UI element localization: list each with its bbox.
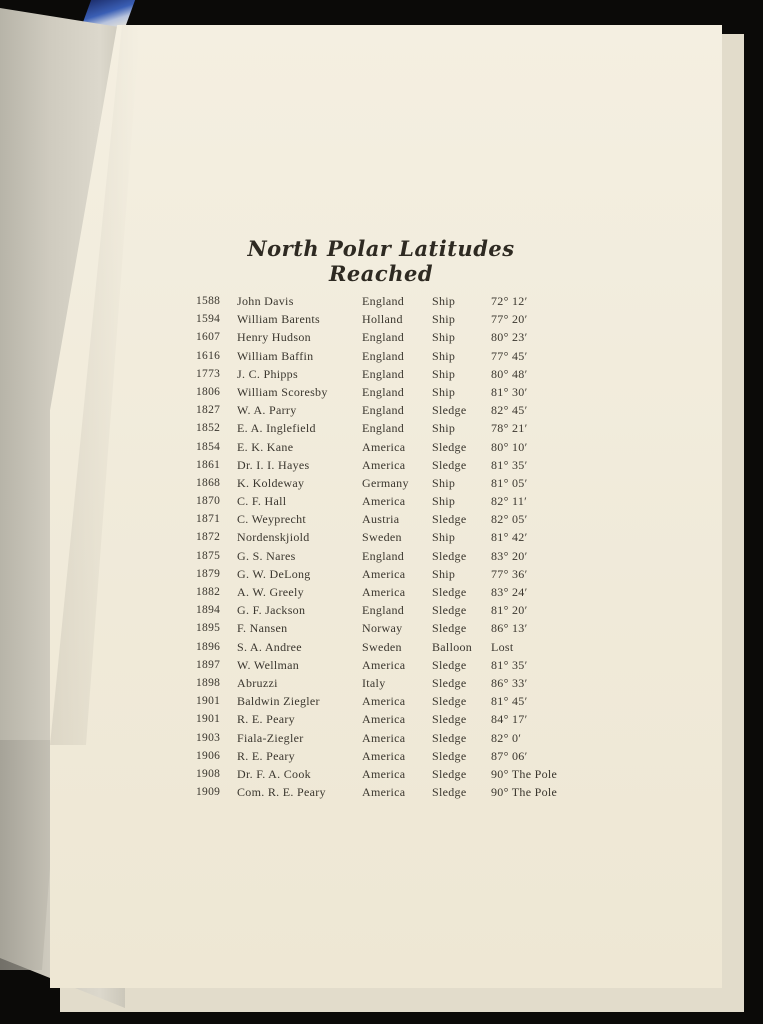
table-row [196,583,586,601]
explorer-cell: C. F. Hall [237,494,287,509]
year-cell: 1616 [196,349,221,362]
page-title: North Polar Latitudes Reached [247,236,515,286]
table-row [196,656,586,674]
latitude-cell: 80° 10′ [491,439,528,454]
explorer-cell: W. Wellman [237,657,300,672]
latitude-cell: 86° 33′ [491,675,528,690]
latitude-cell: 83° 24′ [491,585,528,599]
latitude-cell: 80° 48′ [491,366,528,381]
table-row [196,601,586,619]
year-cell: 1882 [196,586,221,598]
table-row [196,710,586,728]
country-cell: Italy [362,675,386,690]
year-cell: 1896 [196,640,221,653]
explorer-cell: K. Koldeway [237,475,305,490]
latitude-cell: 77° 20′ [491,312,528,327]
means-cell: Sledge [432,621,467,636]
year-cell: 1901 [196,695,221,708]
explorer-cell: William Scoresby [237,384,328,399]
latitude-cell: 77° 45′ [491,348,528,363]
latitude-cell: 82° 05′ [491,512,528,527]
explorer-cell: R. E. Peary [237,712,295,727]
year-cell: 1870 [196,495,221,508]
country-cell: England [362,384,405,399]
explorer-cell: Henry Hudson [237,330,311,345]
means-cell: Balloon [432,639,473,654]
explorer-cell: R. E. Peary [237,748,295,763]
table-row [196,292,586,310]
latitude-cell: 90° The Pole [491,766,558,781]
table-row [196,528,586,546]
means-cell: Sledge [432,730,467,745]
latitude-cell: 81° 30′ [491,384,528,399]
year-cell: 1897 [196,658,221,671]
means-cell: Ship [432,475,456,490]
table-row [196,474,586,492]
year-cell: 1773 [196,367,221,380]
year-cell: 1898 [196,676,221,689]
table-row [196,674,586,692]
table-row [196,310,586,328]
table-row [196,619,586,637]
table-row [196,565,586,583]
table-row [196,547,586,565]
means-cell: Sledge [432,657,467,672]
table-row [196,347,586,365]
country-cell: America [362,694,406,709]
country-cell: America [362,585,406,599]
latitude-cell: 83° 20′ [491,548,528,563]
table-row [196,365,586,383]
latitude-cell: 84° 17′ [491,712,528,727]
country-cell: America [362,766,406,781]
explorer-cell: Fiala-Ziegler [237,730,304,745]
table-row [196,765,586,783]
year-cell: 1868 [196,476,221,489]
means-cell: Sledge [432,675,467,690]
explorer-cell: G. W. DeLong [237,566,311,581]
explorer-cell: E. K. Kane [237,439,294,454]
country-cell: England [362,603,405,618]
country-cell: Holland [362,312,403,327]
country-cell: America [362,566,406,581]
year-cell: 1852 [196,422,221,435]
country-cell: America [362,657,406,672]
means-cell: Ship [432,530,456,545]
explorer-cell: F. Nansen [237,621,288,636]
latitude-cell: 82° 45′ [491,403,528,418]
year-cell: 1594 [196,313,221,326]
year-cell: 1861 [196,458,221,471]
year-cell: 1827 [196,404,221,417]
explorer-cell: E. A. Inglefield [237,421,316,436]
explorer-cell: Baldwin Ziegler [237,694,320,709]
latitude-cell: 81° 35′ [491,657,528,672]
year-cell: 1906 [196,749,221,762]
year-cell: 1854 [196,440,221,453]
explorer-cell: William Barents [237,312,320,327]
country-cell: America [362,494,406,509]
explorer-cell: John Davis [237,294,294,308]
latitude-cell: 86° 13′ [491,621,528,636]
means-cell: Sledge [432,694,467,709]
means-cell: Sledge [432,439,467,454]
country-cell: England [362,330,405,345]
means-cell: Ship [432,330,456,345]
means-cell: Ship [432,384,456,399]
country-cell: England [362,421,405,436]
latitude-cell: Lost [491,639,514,654]
means-cell: Sledge [432,512,467,527]
country-cell: Austria [362,512,400,527]
means-cell: Sledge [432,548,467,563]
latitude-cell: 72° 12′ [491,294,528,308]
latitude-cell: 82° 11′ [491,494,528,509]
table-row [196,783,586,801]
means-cell: Sledge [432,712,467,727]
year-cell: 1806 [196,385,221,398]
means-cell: Ship [432,366,456,381]
table-row [196,419,586,437]
table-row [196,729,586,747]
latitude-cell: 81° 05′ [491,475,528,490]
latitude-cell: 87° 06′ [491,748,528,763]
year-cell: 1909 [196,786,221,799]
explorer-cell: G. F. Jackson [237,603,306,618]
explorer-cell: Abruzzi [237,675,278,690]
table-row [196,401,586,419]
explorer-cell: Com. R. E. Peary [237,785,326,800]
latitude-cell: 81° 35′ [491,457,528,472]
means-cell: Ship [432,312,456,327]
means-cell: Sledge [432,766,467,781]
latitude-cell: 82° 0′ [491,730,522,745]
year-cell: 1588 [196,295,221,307]
latitude-cell: 78° 21′ [491,421,528,436]
means-cell: Ship [432,348,456,363]
explorer-cell: Nordenskjiold [237,530,310,545]
table-row [196,492,586,510]
means-cell: Sledge [432,748,467,763]
year-cell: 1879 [196,567,221,580]
country-cell: Sweden [362,639,402,654]
country-cell: America [362,712,406,727]
latitudes-table [196,292,586,801]
latitude-cell: 80° 23′ [491,330,528,345]
country-cell: England [362,548,405,563]
explorer-cell: S. A. Andree [237,639,302,654]
means-cell: Ship [432,294,456,308]
year-cell: 1872 [196,531,221,544]
year-cell: 1901 [196,713,221,726]
country-cell: America [362,785,406,800]
explorer-cell: J. C. Phipps [237,366,298,381]
year-cell: 1903 [196,731,221,744]
means-cell: Ship [432,566,456,581]
country-cell: England [362,366,405,381]
explorer-cell: C. Weyprecht [237,512,307,527]
explorer-cell: A. W. Greely [237,585,304,599]
table-row [196,456,586,474]
year-cell: 1894 [196,604,221,617]
explorer-cell: G. S. Nares [237,548,296,563]
year-cell: 1875 [196,549,221,562]
means-cell: Sledge [432,785,467,800]
latitude-cell: 81° 42′ [491,530,528,545]
country-cell: America [362,748,406,763]
table-row [196,328,586,346]
country-cell: England [362,403,405,418]
country-cell: England [362,348,405,363]
latitude-cell: 81° 20′ [491,603,528,618]
table-row [196,510,586,528]
country-cell: England [362,294,405,308]
explorer-cell: William Baffin [237,348,314,363]
table-row [196,383,586,401]
country-cell: Germany [362,475,409,490]
explorer-cell: Dr. F. A. Cook [237,766,311,781]
means-cell: Sledge [432,585,467,599]
table-row [196,438,586,456]
country-cell: America [362,439,406,454]
year-cell: 1607 [196,331,221,344]
year-cell: 1871 [196,513,221,526]
country-cell: Sweden [362,530,402,545]
table-row [196,747,586,765]
latitude-cell: 77° 36′ [491,566,528,581]
country-cell: Norway [362,621,403,636]
year-cell: 1895 [196,622,221,635]
latitude-cell: 90° The Pole [491,785,558,800]
latitude-cell: 81° 45′ [491,694,528,709]
explorer-cell: Dr. I. I. Hayes [237,457,310,472]
means-cell: Ship [432,494,456,509]
country-cell: America [362,457,406,472]
means-cell: Sledge [432,403,467,418]
country-cell: America [362,730,406,745]
year-cell: 1908 [196,767,221,780]
means-cell: Ship [432,421,456,436]
table-row [196,692,586,710]
means-cell: Sledge [432,457,467,472]
means-cell: Sledge [432,603,467,618]
explorer-cell: W. A. Parry [237,403,297,418]
table-row [196,638,586,656]
